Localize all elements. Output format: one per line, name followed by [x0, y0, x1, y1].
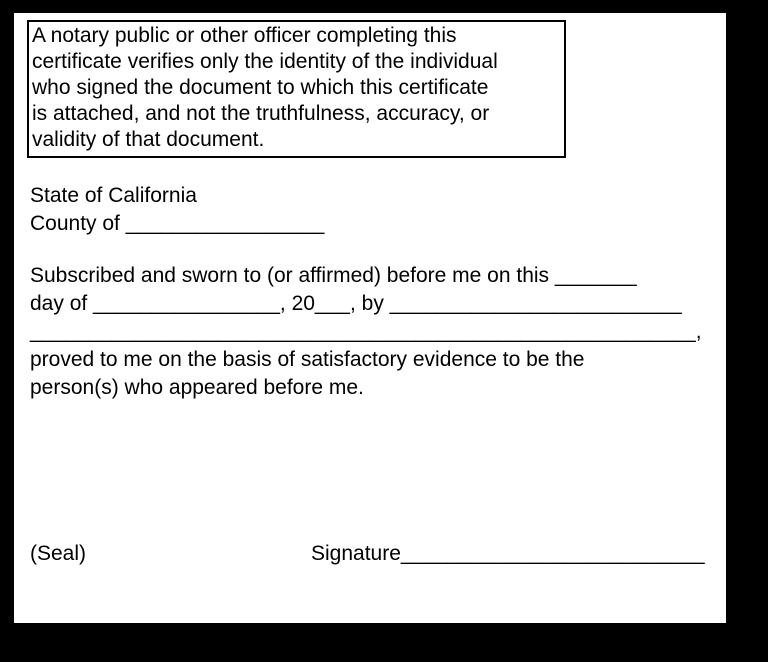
- notice-line: A notary public or other officer completing this: [32, 24, 457, 47]
- notice-line: is attached, and not the truthfulness, accuracy, or: [32, 102, 490, 125]
- county-line-with-blank: County of _________________: [30, 212, 325, 235]
- signature-line: [311, 540, 705, 568]
- venue-section: [30, 182, 710, 238]
- seal-label: (Seal): [30, 542, 87, 565]
- notice-line: who signed the document to which this certificate: [32, 76, 489, 99]
- signature-blank: __________________________: [400, 542, 705, 565]
- state-line: State of California: [30, 184, 197, 207]
- statement-line: day of ________________, 20___, by _________________________: [30, 292, 682, 315]
- notice-line: validity of that document.: [32, 128, 265, 151]
- statement-line: Subscribed and sworn to (or affirmed) before me on this _______: [30, 264, 637, 287]
- statement-line: proved to me on the basis of satisfactory evidence to be the: [30, 348, 585, 371]
- statement-line: person(s) who appeared before me.: [30, 376, 364, 399]
- signature-label: Signature: [311, 542, 401, 565]
- statement-line: _________________________________________________________,: [30, 320, 702, 343]
- jurat-statement: [30, 262, 710, 402]
- notice-line: certificate verifies only the identity of the individual: [32, 50, 498, 73]
- notary-notice-box: [27, 20, 566, 158]
- closing-row: [30, 540, 710, 568]
- notary-jurat-page: [14, 13, 726, 623]
